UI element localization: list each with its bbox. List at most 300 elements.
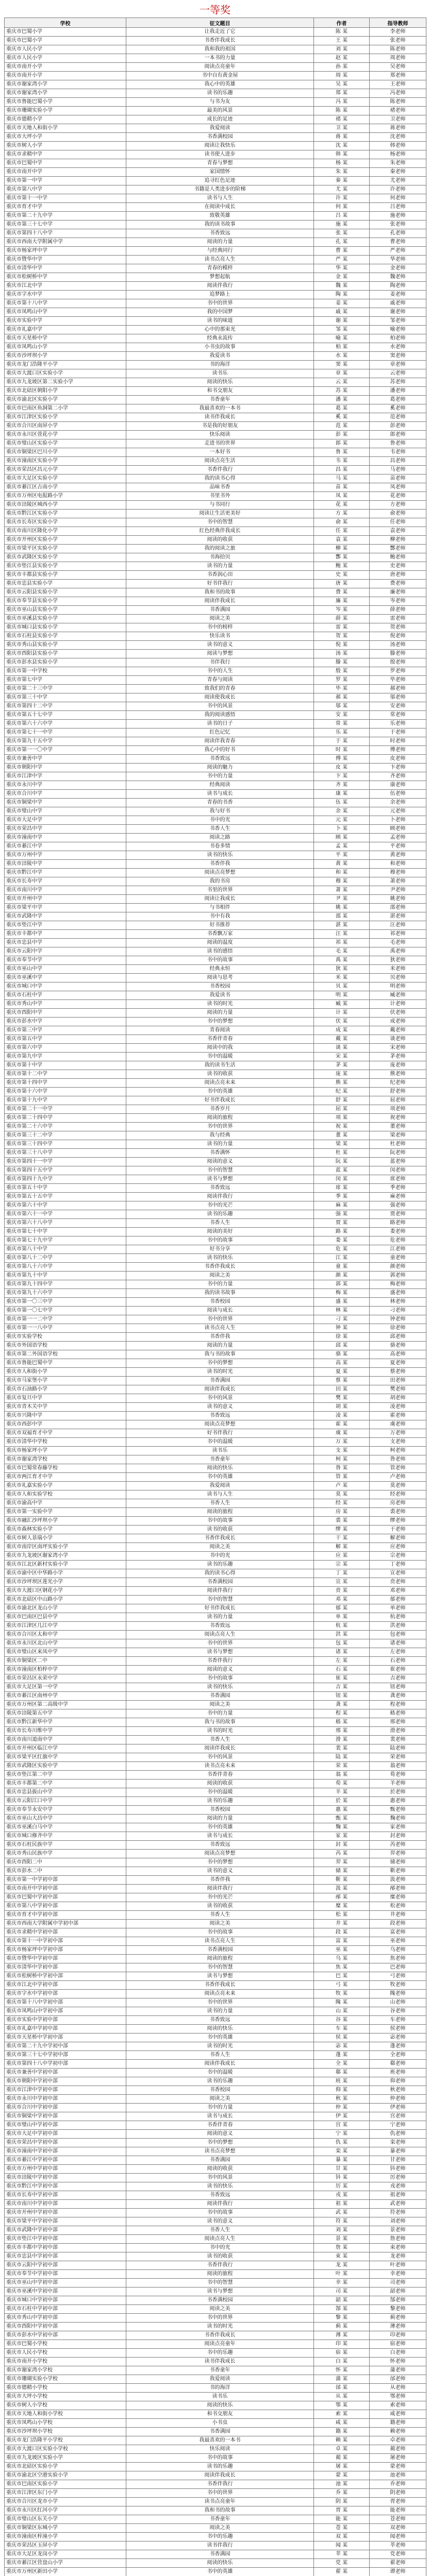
teacher-cell: 翁老师 — [370, 1762, 426, 1771]
author-cell: 计 某 — [314, 1009, 370, 1018]
table-row — [5, 1070, 426, 1079]
table-row — [5, 457, 426, 466]
teacher-cell: 侯老师 — [370, 2025, 426, 2033]
table-row — [5, 1736, 426, 1744]
essay-title-cell: 读书的时光 — [126, 1000, 314, 1009]
essay-title-cell: 追梦路上 — [126, 291, 314, 299]
teacher-cell: 苏老师 — [370, 378, 426, 387]
author-cell: 邰 某 — [314, 2384, 370, 2393]
author-cell: 封 某 — [314, 1841, 370, 1850]
table-row — [5, 1228, 426, 1236]
essay-title-cell: 书中的世界 — [126, 2489, 314, 2498]
school-cell: 重庆市第二十一中学 — [5, 1105, 126, 1114]
author-cell: 滕 某 — [314, 658, 370, 667]
school-cell: 重庆市大渡口区实验小学 — [5, 369, 126, 378]
school-cell: 重庆市合川区龙市小学 — [5, 2498, 126, 2506]
school-cell: 重庆市忠县实验小学 — [5, 580, 126, 588]
school-cell: 重庆市双福育才中学 — [5, 1429, 126, 1438]
teacher-cell: 万老师 — [370, 1429, 426, 1438]
teacher-cell: 罗老师 — [370, 667, 426, 676]
author-cell: 顾 某 — [314, 834, 370, 842]
essay-title-cell: 我的读书故事 — [126, 221, 314, 229]
essay-title-cell: 读书的快乐 — [126, 2182, 314, 2191]
teacher-cell: 靳老师 — [370, 1867, 426, 1876]
table-row — [5, 439, 426, 448]
essay-title-cell: 书香伴我成长 — [126, 1263, 314, 1272]
school-cell: 重庆市奉节县实验小学 — [5, 597, 126, 606]
table-row — [5, 1210, 426, 1219]
author-cell: 诸 某 — [314, 1648, 370, 1657]
teacher-cell: 汪老师 — [370, 921, 426, 930]
table-row — [5, 580, 426, 588]
teacher-cell: 顾老师 — [370, 825, 426, 834]
author-cell: 仇 某 — [314, 2139, 370, 2147]
table-row — [5, 2384, 426, 2393]
school-cell: 重庆市第六十六中学 — [5, 720, 126, 728]
table-row — [5, 956, 426, 965]
teacher-cell: 於老师 — [370, 1788, 426, 1797]
table-row — [5, 2349, 426, 2358]
teacher-cell: 张老师 — [370, 37, 426, 45]
author-cell: 叶 某 — [314, 2270, 370, 2279]
teacher-cell: 潘老师 — [370, 387, 426, 396]
school-cell: 重庆市永川区北山中学 — [5, 1639, 126, 1648]
essay-title-cell: 书中的人生 — [126, 667, 314, 676]
author-cell: 麻 某 — [314, 1201, 370, 1210]
essay-title-cell: 书中的故事 — [126, 2454, 314, 2463]
table-row — [5, 2410, 426, 2419]
teacher-cell: 邵老师 — [370, 904, 426, 912]
essay-title-cell: 与书同行 — [126, 501, 314, 510]
author-cell: 家 某 — [314, 1832, 370, 1841]
author-cell: 茅 某 — [314, 1061, 370, 1070]
author-cell: 武 某 — [314, 2209, 370, 2217]
table-body — [5, 28, 426, 2576]
table-row — [5, 2095, 426, 2104]
teacher-cell: 昌老师 — [370, 457, 426, 466]
author-cell: 羿 某 — [314, 1858, 370, 1867]
school-cell: 重庆市黔江中学初中部 — [5, 2182, 126, 2191]
author-cell: 项 某 — [314, 1114, 370, 1123]
table-row — [5, 1517, 426, 1526]
school-cell: 重庆市秀山中学 — [5, 1000, 126, 1009]
table-row — [5, 1508, 426, 1517]
teacher-cell: 翟老师 — [370, 2559, 426, 2568]
teacher-cell: 滕老师 — [370, 650, 426, 658]
author-cell: 吉 某 — [314, 1683, 370, 1692]
teacher-cell: 卓老师 — [370, 2436, 426, 2445]
essay-title-cell: 书中的智慧 — [126, 1963, 314, 1972]
essay-title-cell: 书中的世界 — [126, 299, 314, 308]
essay-title-cell: 读书与梦想 — [126, 1648, 314, 1657]
table-row — [5, 1254, 426, 1263]
essay-title-cell: 书香人生 — [126, 1911, 314, 1920]
teacher-cell: 高老师 — [370, 1350, 426, 1359]
school-cell: 重庆市永川区红河小学 — [5, 2506, 126, 2515]
author-cell: 司 某 — [314, 2287, 370, 2296]
teacher-cell: 谈老师 — [370, 1035, 426, 1044]
teacher-cell: 陈老师 — [370, 45, 426, 54]
author-cell: 嵇 某 — [314, 1718, 370, 1727]
author-cell: 崔 某 — [314, 1674, 370, 1683]
school-cell: 重庆市第十八中学初中部 — [5, 1998, 126, 2007]
author-cell: 齐 某 — [314, 781, 370, 790]
essay-title-cell: 书中的光芒 — [126, 1893, 314, 1902]
school-cell: 重庆市复旦中学 — [5, 1394, 126, 1403]
teacher-cell: 雷老师 — [370, 615, 426, 623]
essay-title-cell: 我爱读书 — [126, 991, 314, 1000]
teacher-cell: 沈老师 — [370, 133, 426, 142]
table-row — [5, 869, 426, 877]
teacher-cell: 滑老师 — [370, 1727, 426, 1736]
table-row — [5, 124, 426, 133]
essay-title-cell: 阅读的快乐 — [126, 2401, 314, 2410]
teacher-cell: 金老师 — [370, 264, 426, 273]
teacher-cell: 章老师 — [370, 361, 426, 369]
teacher-cell: 郗老师 — [370, 2060, 426, 2069]
school-cell: 重庆市第五十五中学 — [5, 1193, 126, 1201]
author-cell: 柳 某 — [314, 545, 370, 553]
teacher-cell: 陶老师 — [370, 282, 426, 291]
author-cell: 岑 某 — [314, 606, 370, 615]
author-cell: 苗 某 — [314, 483, 370, 492]
author-cell: 卢 某 — [314, 1482, 370, 1490]
teacher-cell: 姚老师 — [370, 895, 426, 904]
school-cell: 重庆市融汇沙坪坝小学 — [5, 1517, 126, 1526]
school-cell: 重庆市第一一二中学 — [5, 1315, 126, 1324]
teacher-cell: 全老师 — [370, 2051, 426, 2060]
school-cell: 重庆市秀山中学初中部 — [5, 2314, 126, 2323]
essay-title-cell: 我爱阅读 — [126, 2375, 314, 2384]
teacher-cell: 单老师 — [370, 1604, 426, 1613]
school-cell: 重庆市合川区太和中学 — [5, 1631, 126, 1639]
author-cell: 万 某 — [314, 1438, 370, 1447]
school-cell: 重庆市暨华中学 — [5, 256, 126, 264]
essay-title-cell: 书香伴我 — [126, 1333, 314, 1342]
school-cell: 重庆市江津区东门小学 — [5, 2489, 126, 2498]
teacher-cell: 钮老师 — [370, 1683, 426, 1692]
teacher-cell: 印老师 — [370, 2331, 426, 2340]
school-cell: 重庆市西南大学附属中学 — [5, 238, 126, 247]
author-cell: 童 某 — [314, 1263, 370, 1272]
table-row — [5, 256, 426, 264]
essay-title-cell: 读书的时光 — [126, 2042, 314, 2051]
essay-title-cell: 我的阅读之旅 — [126, 545, 314, 553]
school-cell: 重庆市璧山中学 — [5, 807, 126, 816]
teacher-cell: 姜老师 — [370, 291, 426, 299]
school-cell: 重庆市外国语学校 — [5, 1342, 126, 1350]
school-cell: 重庆市巫山中学初中部 — [5, 2279, 126, 2287]
teacher-cell: 诸老师 — [370, 1639, 426, 1648]
author-cell: 凌 某 — [314, 1412, 370, 1420]
essay-title-cell: 书香致远 — [126, 2016, 314, 2025]
teacher-cell: 郎老师 — [370, 431, 426, 439]
teacher-cell: 石老师 — [370, 1657, 426, 1666]
school-cell: 重庆市潼南中学 — [5, 834, 126, 842]
author-cell: 娄 某 — [314, 1236, 370, 1245]
teacher-cell: 汲老师 — [370, 1876, 426, 1885]
essay-title-cell: 书伴我行 — [126, 658, 314, 667]
school-cell: 重庆市第四十五中学 — [5, 1166, 126, 1175]
school-cell: 重庆市第一一〇中学 — [5, 746, 126, 755]
school-cell: 重庆市第三十七中学初中部 — [5, 2051, 126, 2060]
essay-title-cell: 书中的乐趣 — [126, 2349, 314, 2358]
teacher-cell: 鄂老师 — [370, 2393, 426, 2401]
author-cell: 索 某 — [314, 2410, 370, 2419]
teacher-cell: 葛老师 — [370, 396, 426, 404]
teacher-cell: 黄老师 — [370, 851, 426, 860]
author-cell: 经 某 — [314, 1499, 370, 1508]
essay-title-cell: 书香满校园 — [126, 2296, 314, 2305]
table-row — [5, 1061, 426, 1070]
teacher-cell: 钟老师 — [370, 1315, 426, 1324]
teacher-cell: 郭老师 — [370, 1272, 426, 1280]
table-row — [5, 378, 426, 387]
school-cell: 重庆市万州中学 — [5, 851, 126, 860]
school-cell: 重庆市龙门浩隆平小学 — [5, 361, 126, 369]
school-cell: 重庆市长寿川维中学 — [5, 1727, 126, 1736]
school-cell: 重庆市大足区第一中学 — [5, 1683, 126, 1692]
school-cell: 重庆市南开小学 — [5, 72, 126, 80]
essay-title-cell: 读书与成长 — [126, 2112, 314, 2121]
author-cell: 费 某 — [314, 588, 370, 597]
table-row — [5, 2235, 426, 2244]
teacher-cell: 秋老师 — [370, 2086, 426, 2095]
author-cell: 贾 某 — [314, 1219, 370, 1228]
school-cell: 重庆市沙坪坝区莲光小学 — [5, 1578, 126, 1587]
teacher-cell: 韦老师 — [370, 448, 426, 457]
author-cell: 蒙 某 — [314, 2471, 370, 2480]
table-row — [5, 641, 426, 650]
author-cell: 邬 某 — [314, 702, 370, 711]
header-author: 作者 — [314, 18, 370, 28]
table-row — [5, 238, 426, 247]
essay-title-cell: 书香校园 — [126, 1806, 314, 1815]
table-row — [5, 1088, 426, 1096]
school-cell: 重庆市璧山区实验小学 — [5, 439, 126, 448]
table-row — [5, 2393, 426, 2401]
school-cell: 重庆市杨家坪小学 — [5, 1447, 126, 1455]
essay-title-cell: 读书点亮人生 — [126, 1324, 314, 1333]
author-cell: 阴 某 — [314, 2498, 370, 2506]
teacher-cell: 韶老师 — [370, 2287, 426, 2296]
author-cell: 柏 某 — [314, 343, 370, 352]
teacher-cell: 郜老师 — [370, 2296, 426, 2305]
school-cell: 重庆市第四十九中学 — [5, 1175, 126, 1184]
author-cell: 解 某 — [314, 1543, 370, 1552]
teacher-cell: 康老师 — [370, 781, 426, 790]
essay-title-cell: 我爱阅读 — [126, 124, 314, 133]
table-row — [5, 597, 426, 606]
school-cell: 重庆市永川中学 — [5, 781, 126, 790]
essay-title-cell: 我爱读书 — [126, 352, 314, 361]
teacher-cell: 符老师 — [370, 2209, 426, 2217]
school-cell: 重庆市江北中学初中部 — [5, 1981, 126, 1990]
table-row — [5, 1447, 426, 1455]
author-cell: 隗 某 — [314, 1998, 370, 2007]
essay-title-cell: 书香童年 — [126, 396, 314, 404]
school-cell: 重庆市谢家湾学校 — [5, 1455, 126, 1464]
school-cell: 重庆市鲁能巴蜀小学 — [5, 98, 126, 107]
school-cell: 重庆市第五中学 — [5, 1035, 126, 1044]
essay-title-cell: 阅读的美好 — [126, 1228, 314, 1236]
essay-title-cell: 阅读的收获 — [126, 536, 314, 545]
essay-title-cell: 快乐阅读 — [126, 2445, 314, 2454]
table-row — [5, 2401, 426, 2410]
teacher-cell: 薄老师 — [370, 2323, 426, 2331]
author-cell: 熊 某 — [314, 1079, 370, 1088]
author-cell: 裴 某 — [314, 1744, 370, 1753]
author-cell: 陶 某 — [314, 291, 370, 299]
author-cell: 洪 某 — [314, 1631, 370, 1639]
school-cell: 重庆市合川区南屏小学 — [5, 422, 126, 431]
teacher-cell: 昝老师 — [370, 1455, 426, 1464]
teacher-cell: 栾老师 — [370, 2139, 426, 2147]
table-row — [5, 1359, 426, 1368]
author-cell: 臧 某 — [314, 1000, 370, 1009]
table-row — [5, 387, 426, 396]
table-row — [5, 2270, 426, 2279]
author-cell: 鄂 某 — [314, 2401, 370, 2410]
school-cell: 重庆市松树桥中学 — [5, 273, 126, 282]
essay-title-cell: 读书与人生 — [126, 194, 314, 203]
author-cell: 金 某 — [314, 273, 370, 282]
school-cell: 重庆市万州区第二高级中学 — [5, 1701, 126, 1709]
essay-title-cell: 书中的英雄 — [126, 2568, 314, 2576]
author-cell: 虞 某 — [314, 1429, 370, 1438]
author-cell: 刘 某 — [314, 2226, 370, 2235]
school-cell: 重庆市巴蜀小学 — [5, 28, 126, 37]
school-cell: 重庆市云阳中学初中部 — [5, 2261, 126, 2270]
essay-title-cell: 阅读与梦想 — [126, 650, 314, 658]
essay-title-cell: 我与书的故事 — [126, 1718, 314, 1727]
author-cell: 幸 某 — [314, 2279, 370, 2287]
table-row — [5, 623, 426, 632]
essay-title-cell: 在阅读中成长 — [126, 203, 314, 212]
table-row — [5, 2568, 426, 2576]
table-row — [5, 1263, 426, 1272]
author-cell: 暴 某 — [314, 2156, 370, 2165]
school-cell: 重庆市第一中学初中部 — [5, 1876, 126, 1885]
table-row — [5, 1018, 426, 1026]
teacher-cell: 宣老师 — [370, 1569, 426, 1578]
author-cell: 韶 某 — [314, 2296, 370, 2305]
teacher-cell: 闻老师 — [370, 2533, 426, 2541]
author-cell: 霍 某 — [314, 1420, 370, 1429]
essay-title-cell: 阅读之美 — [126, 2095, 314, 2104]
author-cell: 樊 某 — [314, 1394, 370, 1403]
author-cell: 郑 某 — [314, 89, 370, 98]
table-row — [5, 1648, 426, 1657]
school-cell: 重庆市荣昌区昌元小学 — [5, 466, 126, 474]
teacher-cell: 赖老师 — [370, 2428, 426, 2436]
essay-title-cell: 书香校园 — [126, 982, 314, 991]
table-row — [5, 1911, 426, 1920]
table-row — [5, 1955, 426, 1963]
author-cell: 乔 某 — [314, 2489, 370, 2498]
essay-title-cell: 读书点亮梦想 — [126, 2147, 314, 2156]
teacher-cell: 邰老师 — [370, 2375, 426, 2384]
author-cell: 闻 某 — [314, 2541, 370, 2550]
essay-title-cell: 书中的光芒 — [126, 1201, 314, 1210]
table-row — [5, 492, 426, 501]
teacher-cell: 史老师 — [370, 562, 426, 571]
table-row — [5, 1920, 426, 1928]
author-cell: 黄 某 — [314, 860, 370, 869]
essay-title-cell: 我的读书心得 — [126, 1569, 314, 1578]
school-cell: 重庆市凤鸣山小学 — [5, 343, 126, 352]
author-cell: 俞 某 — [314, 518, 370, 527]
teacher-cell: 平老师 — [370, 842, 426, 851]
author-cell: 厉 某 — [314, 2182, 370, 2191]
table-row — [5, 1482, 426, 1490]
school-cell: 重庆市第二十四中学 — [5, 1114, 126, 1123]
essay-title-cell: 我爱阅读 — [126, 1482, 314, 1490]
essay-title-cell: 我的书房 — [126, 877, 314, 886]
table-row — [5, 755, 426, 764]
table-row — [5, 2287, 426, 2296]
author-cell: 毕 某 — [314, 685, 370, 693]
teacher-cell: 尤老师 — [370, 177, 426, 185]
teacher-cell: 茅老师 — [370, 1053, 426, 1061]
teacher-cell: 齐老师 — [370, 772, 426, 781]
essay-title-cell: 书中自有黄金屋 — [126, 72, 314, 80]
teacher-cell: 酆老师 — [370, 545, 426, 553]
school-cell: 重庆市秀山民族中学 — [5, 1850, 126, 1858]
table-row — [5, 1324, 426, 1333]
table-row — [5, 2077, 426, 2086]
table-row — [5, 2550, 426, 2559]
author-cell: 沈 某 — [314, 142, 370, 150]
essay-title-cell: 阅读的收获 — [126, 2165, 314, 2174]
author-cell: 宿 某 — [314, 2349, 370, 2358]
essay-title-cell: 读书乐 — [126, 2393, 314, 2401]
essay-title-cell: 书香校园 — [126, 1298, 314, 1307]
teacher-cell: 常老师 — [370, 711, 426, 720]
school-cell: 重庆市奉节永安中学 — [5, 1806, 126, 1815]
essay-title-cell: 读书与梦想 — [126, 1175, 314, 1184]
award-sheet — [4, 2, 426, 2576]
table-row — [5, 746, 426, 755]
teacher-cell: 蒋老师 — [370, 124, 426, 133]
teacher-cell: 彭老师 — [370, 422, 426, 431]
header-row — [5, 18, 426, 28]
table-row — [5, 466, 426, 474]
school-cell: 重庆市云阳中学 — [5, 947, 126, 956]
table-row — [5, 28, 426, 37]
table-row — [5, 448, 426, 457]
teacher-cell: 裴老师 — [370, 1736, 426, 1744]
teacher-cell: 穆老师 — [370, 869, 426, 877]
school-cell: 重庆市第十中学 — [5, 1061, 126, 1070]
teacher-cell: 屠老师 — [370, 2454, 426, 2463]
essay-title-cell: 读书的味道 — [126, 317, 314, 326]
table-row — [5, 2375, 426, 2384]
essay-title-cell: 书是我的好朋友 — [126, 422, 314, 431]
school-cell: 重庆市云阳江口中学 — [5, 1797, 126, 1806]
teacher-cell: 双老师 — [370, 2524, 426, 2533]
essay-title-cell: 阅读伴我成长 — [126, 2060, 314, 2069]
school-cell: 重庆市兼善中学 — [5, 755, 126, 764]
school-cell: 重庆市第一中学 — [5, 177, 126, 185]
teacher-cell: 宗老师 — [370, 1552, 426, 1561]
school-cell: 重庆市实验学校 — [5, 1333, 126, 1342]
essay-title-cell: 读书与成长 — [126, 1832, 314, 1841]
table-row — [5, 527, 426, 536]
school-cell: 重庆市第十二中学 — [5, 1070, 126, 1079]
table-row — [5, 2200, 426, 2209]
teacher-cell: 芮老师 — [370, 1841, 426, 1850]
